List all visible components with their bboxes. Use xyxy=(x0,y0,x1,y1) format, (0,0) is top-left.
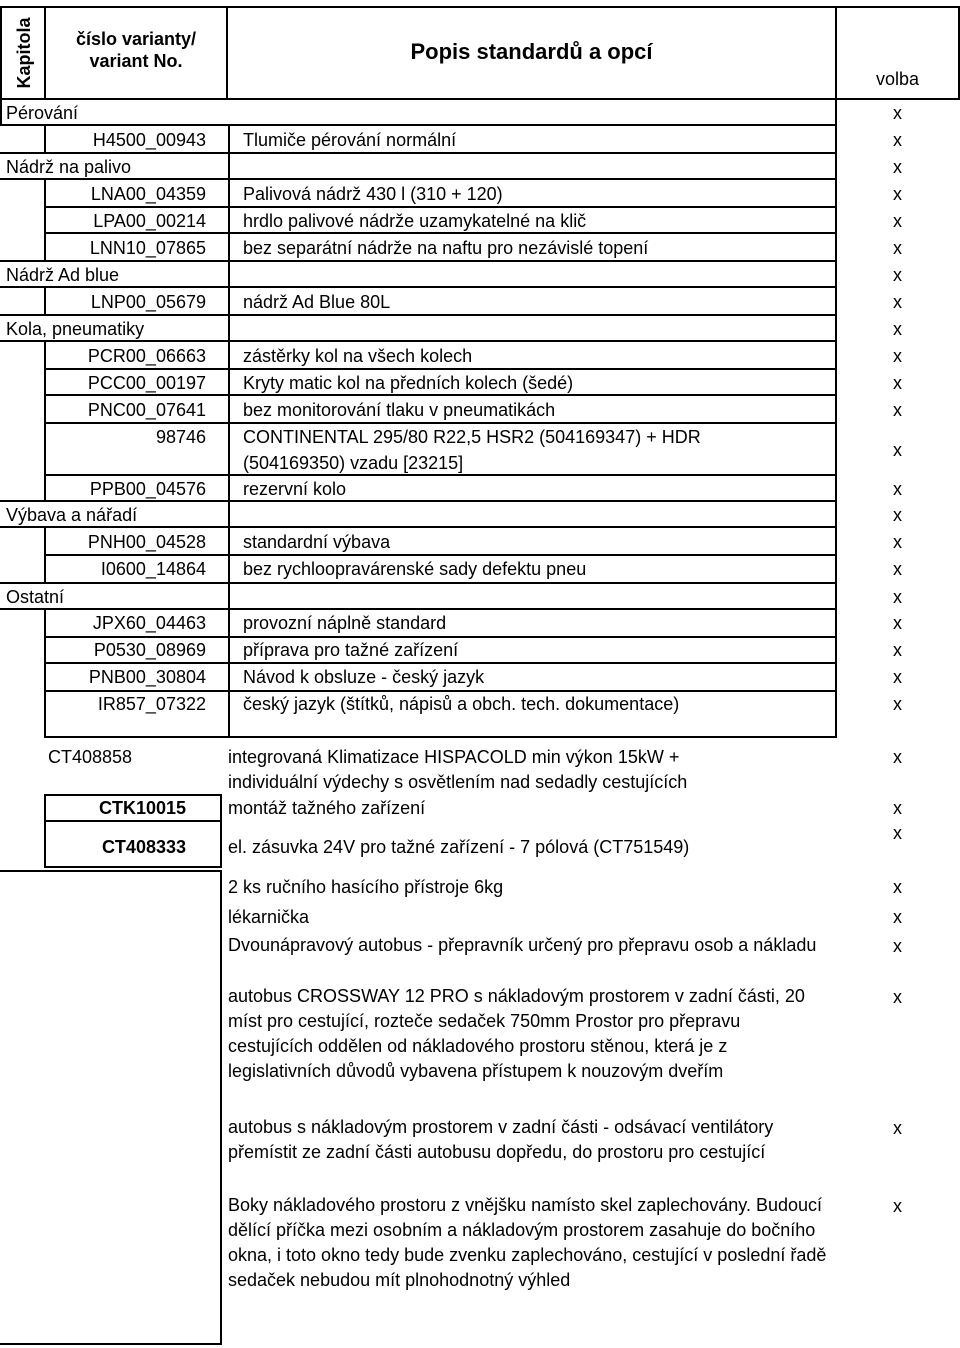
selection-mark: x xyxy=(893,667,902,687)
selection-mark: x xyxy=(893,823,902,843)
category-vybava-naradi: Výbava a nářadí xyxy=(6,505,138,525)
variant-code: LNA00_04359 xyxy=(90,184,206,204)
variant-code: P0530_08969 xyxy=(93,640,206,660)
variant-code: IR857_07322 xyxy=(97,694,206,714)
option-code: CT408858 xyxy=(48,747,133,767)
selection-mark: x xyxy=(893,987,902,1007)
variant-code: PCC00_00197 xyxy=(87,373,206,393)
variant-description-line2: (504169350) vzadu [23215] xyxy=(243,453,464,473)
variant-code: LNP00_05679 xyxy=(90,292,206,312)
variant-description: Návod k obsluze - český jazyk xyxy=(243,667,485,687)
variant-description: nádrž Ad Blue 80L xyxy=(243,292,391,312)
variant-code: PNC00_07641 xyxy=(87,400,206,420)
selection-mark: x xyxy=(893,319,902,339)
selection-mark: x xyxy=(893,292,902,312)
selection-mark: x xyxy=(893,877,902,897)
selection-mark: x xyxy=(893,103,902,123)
variant-description: bez monitorování tlaku v pneumatikách xyxy=(243,400,556,420)
variant-description: hrdlo palivové nádrže uzamykatelné na klič xyxy=(243,211,587,231)
variant-description: bez separátní nádrže na naftu pro nezávislé topení xyxy=(243,238,649,258)
variant-code: 98746 xyxy=(155,427,206,447)
variant-code: PCR00_06663 xyxy=(87,346,206,366)
selection-mark: x xyxy=(893,184,902,204)
variant-description: Tlumiče pérování normální xyxy=(243,130,457,150)
option-description: el. zásuvka 24V pro tažné zařízení - 7 pólová (CT751549) xyxy=(228,837,690,857)
header-volba: volba xyxy=(875,69,920,89)
selection-mark: x xyxy=(893,640,902,660)
option-description-line1: integrovaná Klimatizace HISPACOLD min výkon 15kW + xyxy=(228,747,680,767)
variant-description: Palivová nádrž 430 l (310 + 120) xyxy=(243,184,503,204)
selection-mark: x xyxy=(893,211,902,231)
variant-description: český jazyk (štítků, nápisů a obch. tech. dokumentace) xyxy=(243,694,680,714)
selection-mark: x xyxy=(893,130,902,150)
selection-mark: x xyxy=(893,1118,902,1138)
selection-mark: x xyxy=(893,694,902,714)
header-kapitola: Kapitola xyxy=(14,17,34,89)
option-code: CTK10015 xyxy=(98,798,186,818)
variant-description: provozní náplně standard xyxy=(243,613,447,633)
selection-mark: x xyxy=(893,238,902,258)
selection-mark: x xyxy=(893,1196,902,1216)
extra-item: lékarnička xyxy=(228,907,310,927)
option-description: montáž tažného zařízení xyxy=(228,798,426,818)
category-nadrz-ad-blue: Nádrž Ad blue xyxy=(6,265,120,285)
selection-mark: x xyxy=(893,559,902,579)
extra-item: Boky nákladového prostoru z vnějšku namísto skel zaplechovány. Budoucí dělící příčka mezi osobním a nákladovým prostorem zasahuje do bočního okna, i toto okno tedy bude zvenku zaplechováno, cestující v poslední řadě sedaček nebudou mít plnohodnotný výhled xyxy=(228,1195,827,1290)
variant-code: LNN10_07865 xyxy=(89,238,206,258)
variant-code: PNH00_04528 xyxy=(87,532,206,552)
variant-description: příprava pro tažné zařízení xyxy=(243,640,459,660)
header-description: Popis standardů a opcí xyxy=(410,39,653,64)
extra-item: 2 ks ručního hasícího přístroje 6kg xyxy=(228,877,504,897)
selection-mark: x xyxy=(893,265,902,285)
variant-description: rezervní kolo xyxy=(243,479,347,499)
variant-code: LPA00_00214 xyxy=(93,211,206,231)
variant-description: standardní výbava xyxy=(243,532,391,552)
extra-item: autobus CROSSWAY 12 PRO s nákladovým prostorem v zadní části, 20 míst pro cestující, rozteče sedaček 750mm Prostor pro přepravu cestujících oddělen od nákladového prostoru stěnou, která je z legislativních důvodů vybavena přístupem k nouzovým dveřím xyxy=(228,986,805,1081)
variant-description: Kryty matic kol na předních kolech (šedé) xyxy=(243,373,574,393)
variant-description: bez rychloopravárenské sady defektu pneu xyxy=(243,559,587,579)
category-ostatni: Ostatní xyxy=(6,587,65,607)
selection-mark: x xyxy=(893,747,902,767)
category-perovani: Pérování xyxy=(6,103,79,123)
selection-mark: x xyxy=(893,907,902,927)
selection-mark: x xyxy=(893,936,902,956)
selection-mark: x xyxy=(893,440,902,460)
category-kola-pneumatiky: Kola, pneumatiky xyxy=(6,319,145,339)
selection-mark: x xyxy=(893,798,902,818)
extra-item: Dvounápravový autobus - přepravník určený pro přepravu osob a nákladu xyxy=(228,935,817,955)
selection-mark: x xyxy=(893,613,902,633)
option-description-line2: individuální výdechy s osvětlením nad sedadly cestujících xyxy=(228,772,688,792)
variant-code: JPX60_04463 xyxy=(92,613,206,633)
category-nadrz-na-palivo: Nádrž na palivo xyxy=(6,157,132,177)
selection-mark: x xyxy=(893,587,902,607)
selection-mark: x xyxy=(893,373,902,393)
selection-mark: x xyxy=(893,505,902,525)
option-code: CT408333 xyxy=(101,837,186,857)
variant-code: PNB00_30804 xyxy=(88,667,206,687)
selection-mark: x xyxy=(893,532,902,552)
extra-item: autobus s nákladovým prostorem v zadní části - odsávací ventilátory přemístit ze zadní části autobusu dopředu, do prostoru pro cestující xyxy=(228,1117,774,1162)
selection-mark: x xyxy=(893,479,902,499)
variant-code: I0600_14864 xyxy=(100,559,206,579)
header-variant-number: číslo varianty/ variant No. xyxy=(75,29,197,71)
variant-description-line1: CONTINENTAL 295/80 R22,5 HSR2 (504169347) + HDR xyxy=(243,427,701,447)
selection-mark: x xyxy=(893,400,902,420)
variant-code: H4500_00943 xyxy=(92,130,206,150)
variant-description: zástěrky kol na všech kolech xyxy=(243,346,473,366)
selection-mark: x xyxy=(893,157,902,177)
selection-mark: x xyxy=(893,346,902,366)
variant-code: PPB00_04576 xyxy=(89,479,206,499)
